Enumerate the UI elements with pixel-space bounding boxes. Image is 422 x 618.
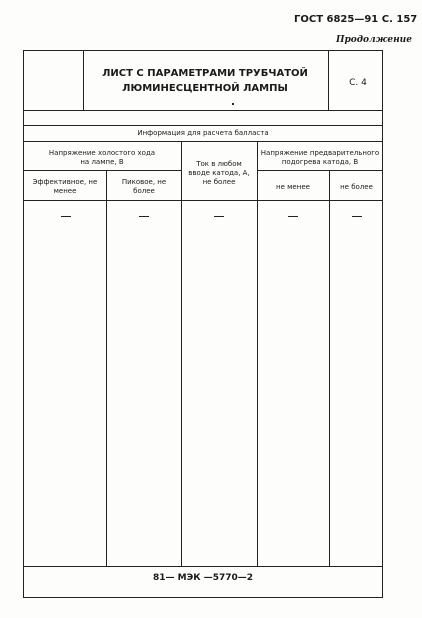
- dash-preheat-max: [352, 216, 362, 217]
- subheader-line-left: [23, 170, 181, 171]
- dash-preheat-min: [288, 216, 298, 217]
- title-right-divider: [328, 50, 329, 110]
- col-divider-4: [329, 170, 330, 566]
- open-circuit-voltage-header: Напряжение холостого хода на лампе, В: [48, 149, 156, 166]
- title-bottom-line: [23, 110, 383, 111]
- subheader-line-right: [257, 170, 383, 171]
- continuation-label: Продолжение: [336, 35, 412, 45]
- title-dot: [232, 103, 234, 105]
- effective-min-header: Эффективное, не менее: [32, 178, 98, 195]
- sheet-title: [85, 66, 325, 96]
- cathode-current-header: Ток в любом вводе катода, А, не более: [188, 160, 250, 186]
- table-top-line: [23, 125, 383, 126]
- preheat-voltage-header: Напряжение предварительного подогрева катода, В: [260, 149, 380, 166]
- caption-bottom-line: [23, 141, 383, 142]
- dash-peak: [139, 216, 149, 217]
- preheat-max-header: не более: [340, 183, 373, 191]
- footer-top-line: [23, 566, 383, 567]
- sheet-number: С. 4: [349, 78, 367, 88]
- col-divider-3: [257, 141, 258, 566]
- sheet-title-line1: ЛИСТ С ПАРАМЕТРАМИ ТРУБЧАТОЙ: [102, 68, 308, 79]
- peak-max-header: Пиковое, не более: [121, 178, 167, 195]
- title-left-divider: [83, 50, 84, 110]
- dash-effective: [61, 216, 71, 217]
- preheat-min-header: не менее: [276, 183, 310, 191]
- table-caption: Информация для расчета балласта: [137, 129, 269, 137]
- sheet-title-line2: ЛЮМИНЕСЦЕНТНОЙ ЛАМПЫ: [122, 83, 288, 94]
- dash-current: [214, 216, 224, 217]
- col-divider-1: [106, 170, 107, 566]
- standard-number: ГОСТ 6825—91 С. 157: [294, 14, 418, 25]
- col-divider-2: [181, 141, 182, 566]
- document-code: 81— МЭК —5770—2: [152, 573, 254, 583]
